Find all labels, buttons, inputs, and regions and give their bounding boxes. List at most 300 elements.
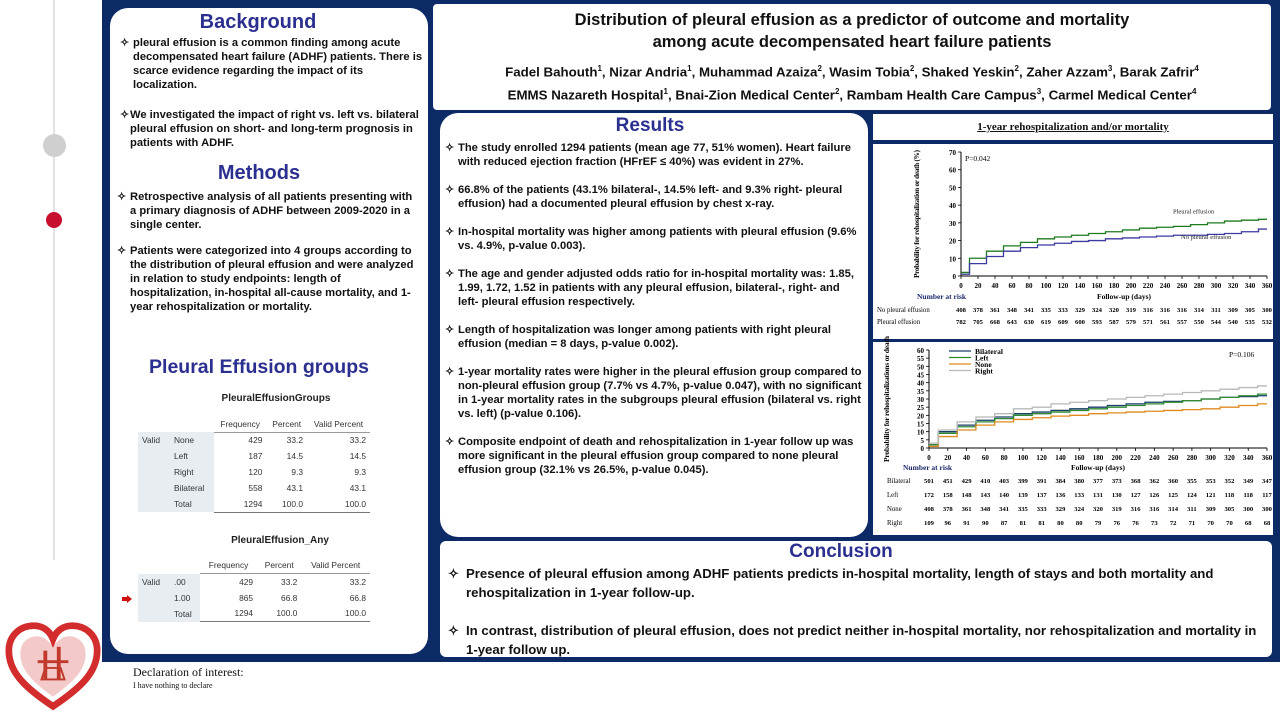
legend-label: None [975, 360, 992, 369]
left-panel [110, 8, 428, 654]
y-tick-label: 20 [949, 237, 956, 246]
risk-cell: 335 [1017, 506, 1028, 513]
p-value-annotation: P=0.106 [1229, 350, 1255, 359]
risk-cell: 335 [1041, 307, 1051, 314]
risk-table-label: Number at risk [917, 292, 967, 301]
results-bullet-text: The age and gender adjusted odds ratio for in-hospital mortality was: 1.85, 1.99, 1.72, 1.52 in patients with any pleural effusion, bilateral-, right- and left- pleural effusion respectively. [458, 268, 854, 308]
series-line-bilateral [929, 396, 1267, 445]
x-tick-label: 80 [1000, 454, 1008, 462]
x-tick-label: 300 [1205, 454, 1216, 462]
risk-cell: 70 [1207, 520, 1214, 527]
conclusion-heading: Conclusion [789, 541, 893, 562]
risk-cell: 380 [1074, 478, 1085, 485]
cell: 9.3 [307, 464, 370, 480]
risk-cell: 305 [1224, 506, 1235, 513]
risk-row-label: Pleural effusion [877, 319, 921, 326]
decorative-vertical-line [53, 0, 55, 560]
conclusion-list [448, 564, 1258, 659]
affiliation-sup: 2 [834, 87, 840, 97]
x-tick-label: 120 [1036, 454, 1047, 462]
series-label: No pleural effusion [1181, 234, 1232, 242]
affiliation-sup: 1 [663, 87, 668, 97]
cell: 558 [214, 480, 266, 496]
affiliation-name: Bnai-Zion Medical Center [675, 87, 835, 103]
risk-cell: 333 [1058, 307, 1068, 314]
risk-cell: 349 [1243, 478, 1254, 485]
methods-bullet-text: Patients were categorized into 4 groups according to the distribution of pleural effusion and were analyzed in relation to study endpoints: length of hospitalization, in-hospital all-cause mortality, and 1-year rehospitalization or mortality. [130, 245, 414, 313]
risk-cell: 130 [1111, 492, 1122, 499]
y-axis-label: Probability for rehospitalization or death (%) [913, 150, 921, 278]
bullet-icon: ✧ [448, 566, 460, 581]
legend-label: Left [975, 353, 989, 363]
risk-cell: 557 [1177, 319, 1187, 326]
x-tick-label: 280 [1186, 454, 1198, 462]
risk-cell: 368 [1130, 478, 1141, 485]
affiliation-sup: 3 [1036, 87, 1042, 97]
y-tick-label: 30 [917, 396, 924, 404]
risk-cell: 314 [1168, 506, 1179, 513]
x-tick-label: 140 [1055, 454, 1066, 462]
author-sup: 2 [909, 64, 915, 73]
declaration-title: Declaration of interest: [133, 665, 244, 679]
x-tick-label: 40 [963, 454, 971, 462]
background-bullet-text: pleural effusion is a common finding among acute decompensated heart failure (ADHF) patients. There is scarce evidence regarding the impact of its localization. [133, 37, 423, 91]
results-bullet-text: In-hospital mortality was higher among patients with pleural effusion (9.6% vs. 4.9%, p-value 0.003). [458, 226, 857, 252]
background-heading: Background [199, 11, 317, 33]
risk-cell: 361 [990, 307, 1000, 314]
risk-row-label: Right [887, 520, 903, 527]
risk-cell: 501 [924, 478, 934, 485]
y-tick-label: 55 [917, 355, 924, 364]
risk-cell: 377 [1093, 478, 1103, 485]
table2-wrap [110, 558, 428, 623]
background-bullet-text: We investigated the impact of right vs. left vs. bilateral pleural effusion on short- and long-term prognosis in patients with ADHF. [130, 109, 419, 149]
x-tick-label: 60 [981, 454, 989, 462]
y-tick-label: 20 [917, 412, 924, 421]
author-sup: 2 [817, 64, 822, 73]
x-tick-label: 200 [1125, 282, 1137, 290]
risk-cell: 571 [1143, 319, 1153, 326]
risk-cell: 378 [973, 307, 983, 314]
conclusion-bullet-text: In contrast, distribution of pleural effusion, does not predict neither in-hospital mortality, nor rehospitalization and mortality in 1-year follow up. [466, 623, 1257, 657]
x-tick-label: 240 [1149, 454, 1160, 462]
results-bullet [445, 183, 863, 211]
series-label: Pleural effusion [1173, 208, 1215, 216]
row-label: Total [170, 496, 214, 512]
risk-row-label: None [887, 506, 902, 513]
title-panel [433, 4, 1271, 110]
risk-cell: 117 [1262, 492, 1272, 499]
chart-section-title: 1-year rehospitalization and/or mortality [977, 121, 1169, 133]
cell: 100.0 [266, 496, 307, 512]
col-header: Valid Percent [301, 558, 370, 574]
risk-cell: 300 [1262, 506, 1272, 513]
x-tick-label: 100 [1040, 282, 1052, 290]
x-tick-label: 340 [1242, 454, 1254, 462]
methods-bullet-text: Retrospective analysis of all patients presenting with a primary diagnosis of ADHF between 2009-2020 in a single center. [130, 191, 413, 231]
legend-label: Right [975, 366, 993, 376]
methods-bullet [117, 190, 417, 232]
row-label: .00 [170, 574, 200, 590]
x-tick-label: 160 [1073, 454, 1085, 462]
author-name: Nizar Andria [609, 64, 688, 80]
risk-cell: 593 [1092, 319, 1102, 326]
risk-cell: 316 [1149, 506, 1160, 513]
risk-cell: 76 [1132, 520, 1139, 527]
x-tick-label: 220 [1130, 454, 1141, 462]
risk-cell: 348 [1007, 307, 1017, 314]
risk-cell: 341 [1024, 307, 1034, 314]
y-tick-label: 50 [949, 184, 956, 193]
legend-label: Bilateral [975, 347, 1003, 356]
results-bullet [445, 267, 863, 309]
risk-cell: 81 [1019, 520, 1027, 527]
decorative-red-dot [46, 212, 62, 228]
background-list [120, 36, 426, 150]
p-value-annotation: P=0.042 [965, 154, 991, 163]
x-tick-label: 60 [1008, 282, 1016, 290]
row-label: Right [170, 464, 214, 480]
risk-cell: 90 [982, 520, 989, 527]
x-tick-label: 160 [1091, 282, 1103, 290]
affiliation-name: Rambam Health Care Campus [846, 87, 1037, 103]
risk-cell: 544 [1211, 319, 1221, 326]
y-tick-label: 60 [917, 347, 924, 355]
table-row [138, 480, 370, 496]
conclusion-panel [440, 541, 1272, 657]
results-heading: Results [615, 115, 685, 136]
results-bullet-text: Composite endpoint of death and rehospitalization in 1-year follow up was more significant in the pleural effusion group compared to none pleural effusion group (32.1% vs 26.5%, p-value 0.045). [458, 436, 854, 476]
risk-cell: 68 [1263, 520, 1271, 527]
cell: 429 [200, 574, 257, 590]
risk-cell: 630 [1024, 319, 1034, 326]
y-tick-label: 60 [949, 166, 956, 175]
series-line-left [929, 394, 1267, 445]
risk-cell: 148 [961, 492, 972, 499]
cell: 100.0 [257, 606, 301, 622]
y-tick-label: 70 [949, 149, 956, 157]
decorative-grey-dot [43, 134, 66, 157]
y-tick-label: 50 [917, 363, 924, 372]
x-axis-label: Follow-up (days) [1071, 463, 1125, 472]
x-tick-label: 260 [1176, 282, 1188, 290]
risk-cell: 333 [1036, 506, 1047, 513]
col-header: Percent [257, 558, 301, 574]
x-tick-label: 0 [927, 454, 931, 462]
risk-cell: 70 [1226, 520, 1233, 527]
km-chart-2 [873, 336, 1273, 535]
table-row [138, 464, 370, 480]
risk-cell: 403 [999, 478, 1010, 485]
table-row [138, 606, 370, 622]
declaration-text: I have nothing to declare [133, 681, 213, 690]
risk-cell: 535 [1245, 319, 1255, 326]
x-tick-label: 360 [1261, 454, 1273, 462]
risk-cell: 137 [1036, 492, 1047, 499]
series-line-pleural-effusion [961, 219, 1267, 272]
valid-label: Valid [138, 574, 170, 590]
x-tick-label: 260 [1167, 454, 1179, 462]
km-chart-1-svg [873, 144, 1273, 339]
risk-cell: 329 [1055, 506, 1066, 513]
risk-cell: 300 [1243, 506, 1254, 513]
risk-cell: 131 [1093, 492, 1103, 499]
conclusion-bullet-text: Presence of pleural effusion among ADHF patients predicts in-hospital mortality, length of stays and both mortality and rehospitalization in 1-year follow-up. [466, 566, 1214, 600]
series-line-none [929, 404, 1267, 446]
risk-cell: 140 [999, 492, 1010, 499]
author-sup: 4 [1194, 64, 1199, 73]
arrow-right-icon [122, 595, 132, 603]
risk-cell: 73 [1151, 520, 1158, 527]
risk-cell: 300 [1262, 307, 1272, 314]
bullet-icon: ✧ [117, 245, 127, 257]
chart-section-header [873, 114, 1273, 140]
risk-cell: 309 [1205, 506, 1216, 513]
author-name: Shaked Yeskin [921, 64, 1015, 80]
x-tick-label: 0 [959, 282, 963, 290]
risk-cell: 532 [1262, 319, 1272, 326]
x-tick-label: 320 [1227, 282, 1239, 290]
y-tick-label: 40 [917, 379, 924, 388]
risk-cell: 378 [942, 506, 953, 513]
conclusion-bullet [448, 564, 1258, 602]
results-bullet-text: The study enrolled 1294 patients (mean age 77, 51% women). Heart failure with reduced ejection fraction (HFrEF ≤ 40%) was evident in 27%. [458, 142, 851, 168]
table-row [138, 432, 370, 448]
results-bullet [445, 435, 863, 477]
cell: 33.2 [301, 574, 370, 590]
risk-row-label: No pleural effusion [877, 307, 930, 314]
row-label: Total [170, 606, 200, 622]
x-tick-label: 220 [1142, 282, 1154, 290]
risk-cell: 124 [1186, 492, 1197, 499]
author-sup: 3 [1107, 64, 1113, 73]
risk-cell: 609 [1058, 319, 1068, 326]
any-effusion-table [138, 558, 370, 623]
risk-cell: 80 [1075, 520, 1083, 527]
x-tick-label: 320 [1224, 454, 1235, 462]
results-bullet [445, 225, 863, 253]
x-tick-label: 280 [1193, 282, 1205, 290]
cell: 14.5 [266, 448, 307, 464]
risk-cell: 136 [1055, 492, 1066, 499]
y-tick-label: 25 [917, 404, 924, 413]
cell: 100.0 [301, 606, 370, 622]
bullet-icon: ✧ [445, 366, 455, 378]
author-name: Barak Zafrir [1119, 64, 1195, 80]
risk-cell: 579 [1126, 319, 1136, 326]
risk-cell: 561 [1160, 319, 1170, 326]
authors-block [433, 59, 1271, 106]
risk-cell: 429 [961, 478, 972, 485]
risk-cell: 324 [1092, 307, 1102, 314]
bullet-icon: ✧ [445, 268, 455, 280]
bullet-icon: ✧ [445, 226, 455, 238]
risk-cell: 451 [942, 478, 953, 485]
y-tick-label: 0 [920, 445, 924, 453]
x-axis-label: Follow-up (days) [1097, 292, 1151, 301]
y-tick-label: 35 [917, 387, 924, 396]
risk-cell: 316 [1160, 307, 1170, 314]
poster-title-line: Distribution of pleural effusion as a predictor of outcome and mortality [574, 11, 1130, 29]
risk-cell: 316 [1143, 307, 1153, 314]
risk-cell: 319 [1111, 506, 1122, 513]
x-tick-label: 100 [1017, 454, 1029, 462]
affiliation-name: EMMS Nazareth Hospital [507, 87, 664, 103]
risk-cell: 118 [1224, 492, 1235, 499]
risk-cell: 353 [1205, 478, 1216, 485]
cell: 1294 [200, 606, 257, 622]
conclusion-bullet [448, 621, 1258, 659]
y-tick-label: 10 [949, 255, 956, 264]
cell: 43.1 [307, 480, 370, 496]
risk-cell: 133 [1074, 492, 1085, 499]
x-tick-label: 200 [1111, 454, 1123, 462]
risk-cell: 76 [1113, 520, 1121, 527]
risk-cell: 384 [1055, 478, 1066, 485]
bullet-icon: ✧ [445, 324, 455, 336]
risk-cell: 68 [1244, 520, 1252, 527]
results-bullet-text: 1-year mortality rates were higher in the pleural effusion group compared to non-pleural effusion group (7.7% vs 4.7%, p-value 0.047), with no significant in 1-year mortality rates in the subgroups pleural effusion (bilateral vs. right vs. left) (p-value 0.106). [458, 366, 862, 420]
risk-cell: 71 [1188, 520, 1196, 527]
risk-cell: 619 [1041, 319, 1051, 326]
x-tick-label: 360 [1261, 282, 1273, 290]
risk-cell: 341 [999, 506, 1010, 513]
risk-cell: 408 [924, 506, 934, 513]
risk-cell: 316 [1130, 506, 1141, 513]
km-chart-2-svg [873, 336, 1273, 535]
risk-cell: 391 [1036, 478, 1047, 485]
risk-cell: 352 [1224, 478, 1235, 485]
poster-title [433, 9, 1271, 53]
table-row [138, 496, 370, 512]
x-tick-label: 180 [1092, 454, 1104, 462]
risk-cell: 314 [1194, 307, 1204, 314]
risk-cell: 118 [1243, 492, 1253, 499]
cell: 429 [214, 432, 266, 448]
cell: 14.5 [307, 448, 370, 464]
risk-cell: 72 [1169, 520, 1177, 527]
risk-cell: 362 [1149, 478, 1160, 485]
risk-cell: 127 [1130, 492, 1141, 499]
risk-row-label: Bilateral [887, 478, 911, 485]
x-tick-label: 80 [1025, 282, 1033, 290]
x-tick-label: 40 [991, 282, 999, 290]
y-tick-label: 0 [952, 273, 956, 281]
risk-cell: 587 [1109, 319, 1119, 326]
risk-row-label: Left [887, 492, 899, 499]
author-name: Fadel Bahouth [505, 64, 598, 80]
risk-cell: 355 [1186, 478, 1197, 485]
risk-cell: 600 [1075, 319, 1085, 326]
background-bullet [120, 36, 426, 92]
cell: 33.2 [257, 574, 301, 590]
bullet-icon: ✧ [120, 109, 130, 121]
row-label: None [170, 432, 214, 448]
x-tick-label: 20 [974, 282, 982, 290]
cell: 66.8 [257, 590, 301, 606]
author-name: Wasim Tobia [829, 64, 910, 80]
risk-cell: 348 [980, 506, 991, 513]
author-name: Zaher Azzam [1026, 64, 1108, 80]
risk-cell: 80 [1057, 520, 1064, 527]
cell: 9.3 [266, 464, 307, 480]
author-sup: 1 [597, 64, 602, 73]
cell: 33.2 [266, 432, 307, 448]
cell: 100.0 [307, 496, 370, 512]
risk-cell: 668 [990, 319, 1000, 326]
results-bullet [445, 141, 863, 169]
table-row [138, 574, 370, 590]
author-name: Muhammad Azaiza [698, 64, 818, 80]
bullet-icon: ✧ [117, 191, 127, 203]
results-bullet-text: 66.8% of the patients (43.1% bilateral-, 14.5% left- and 9.3% right- pleural effusion) had a documented pleural effusion by chest x-ray. [458, 184, 843, 210]
y-tick-label: 40 [949, 202, 956, 211]
risk-cell: 319 [1126, 307, 1136, 314]
risk-cell: 329 [1075, 307, 1085, 314]
results-panel [440, 113, 868, 537]
methods-list [117, 190, 417, 314]
risk-cell: 373 [1111, 478, 1122, 485]
y-axis-label: Probability for rehospitalizations or death [882, 336, 891, 462]
risk-cell: 320 [1093, 506, 1103, 513]
risk-cell: 109 [924, 520, 934, 527]
author-sup: 1 [687, 64, 692, 73]
affiliation-sup: 4 [1191, 87, 1197, 97]
results-bullet [445, 365, 863, 421]
groups-heading: Pleural Effusion groups [149, 356, 369, 378]
bullet-icon: ✧ [448, 623, 460, 638]
risk-cell: 139 [1017, 492, 1028, 499]
risk-cell: 79 [1094, 520, 1102, 527]
cell: 66.8 [301, 590, 370, 606]
poster-title-line: among acute decompensated heart failure patients [652, 33, 1052, 51]
risk-cell: 143 [980, 492, 991, 499]
risk-cell: 399 [1017, 478, 1028, 485]
risk-cell: 408 [956, 307, 966, 314]
cell: 1294 [214, 496, 266, 512]
x-tick-label: 20 [944, 454, 952, 462]
risk-cell: 96 [944, 520, 952, 527]
declaration [133, 664, 244, 692]
risk-cell: 320 [1109, 307, 1119, 314]
cell: 120 [214, 464, 266, 480]
risk-cell: 87 [1000, 520, 1008, 527]
methods-heading: Methods [217, 162, 301, 184]
row-label: Left [170, 448, 214, 464]
risk-cell: 309 [1228, 307, 1238, 314]
table-row [138, 590, 370, 606]
cell: 865 [200, 590, 257, 606]
table-row [138, 448, 370, 464]
author-sup: 2 [1014, 64, 1019, 73]
col-header: Frequency [214, 416, 266, 432]
x-tick-label: 120 [1057, 282, 1069, 290]
y-tick-label: 10 [917, 428, 924, 437]
x-tick-label: 340 [1244, 282, 1256, 290]
bullet-icon: ✧ [445, 436, 455, 448]
risk-table-label: Number at risk [903, 463, 953, 472]
y-tick-label: 15 [917, 420, 924, 429]
risk-cell: 360 [1168, 478, 1179, 485]
bullet-icon: ✧ [120, 37, 130, 49]
risk-cell: 126 [1149, 492, 1160, 499]
results-bullet [445, 323, 863, 351]
methods-bullet [117, 244, 417, 314]
row-label: Bilateral [170, 480, 214, 496]
x-tick-label: 240 [1159, 282, 1171, 290]
cell: 187 [214, 448, 266, 464]
y-tick-label: 5 [920, 436, 924, 445]
